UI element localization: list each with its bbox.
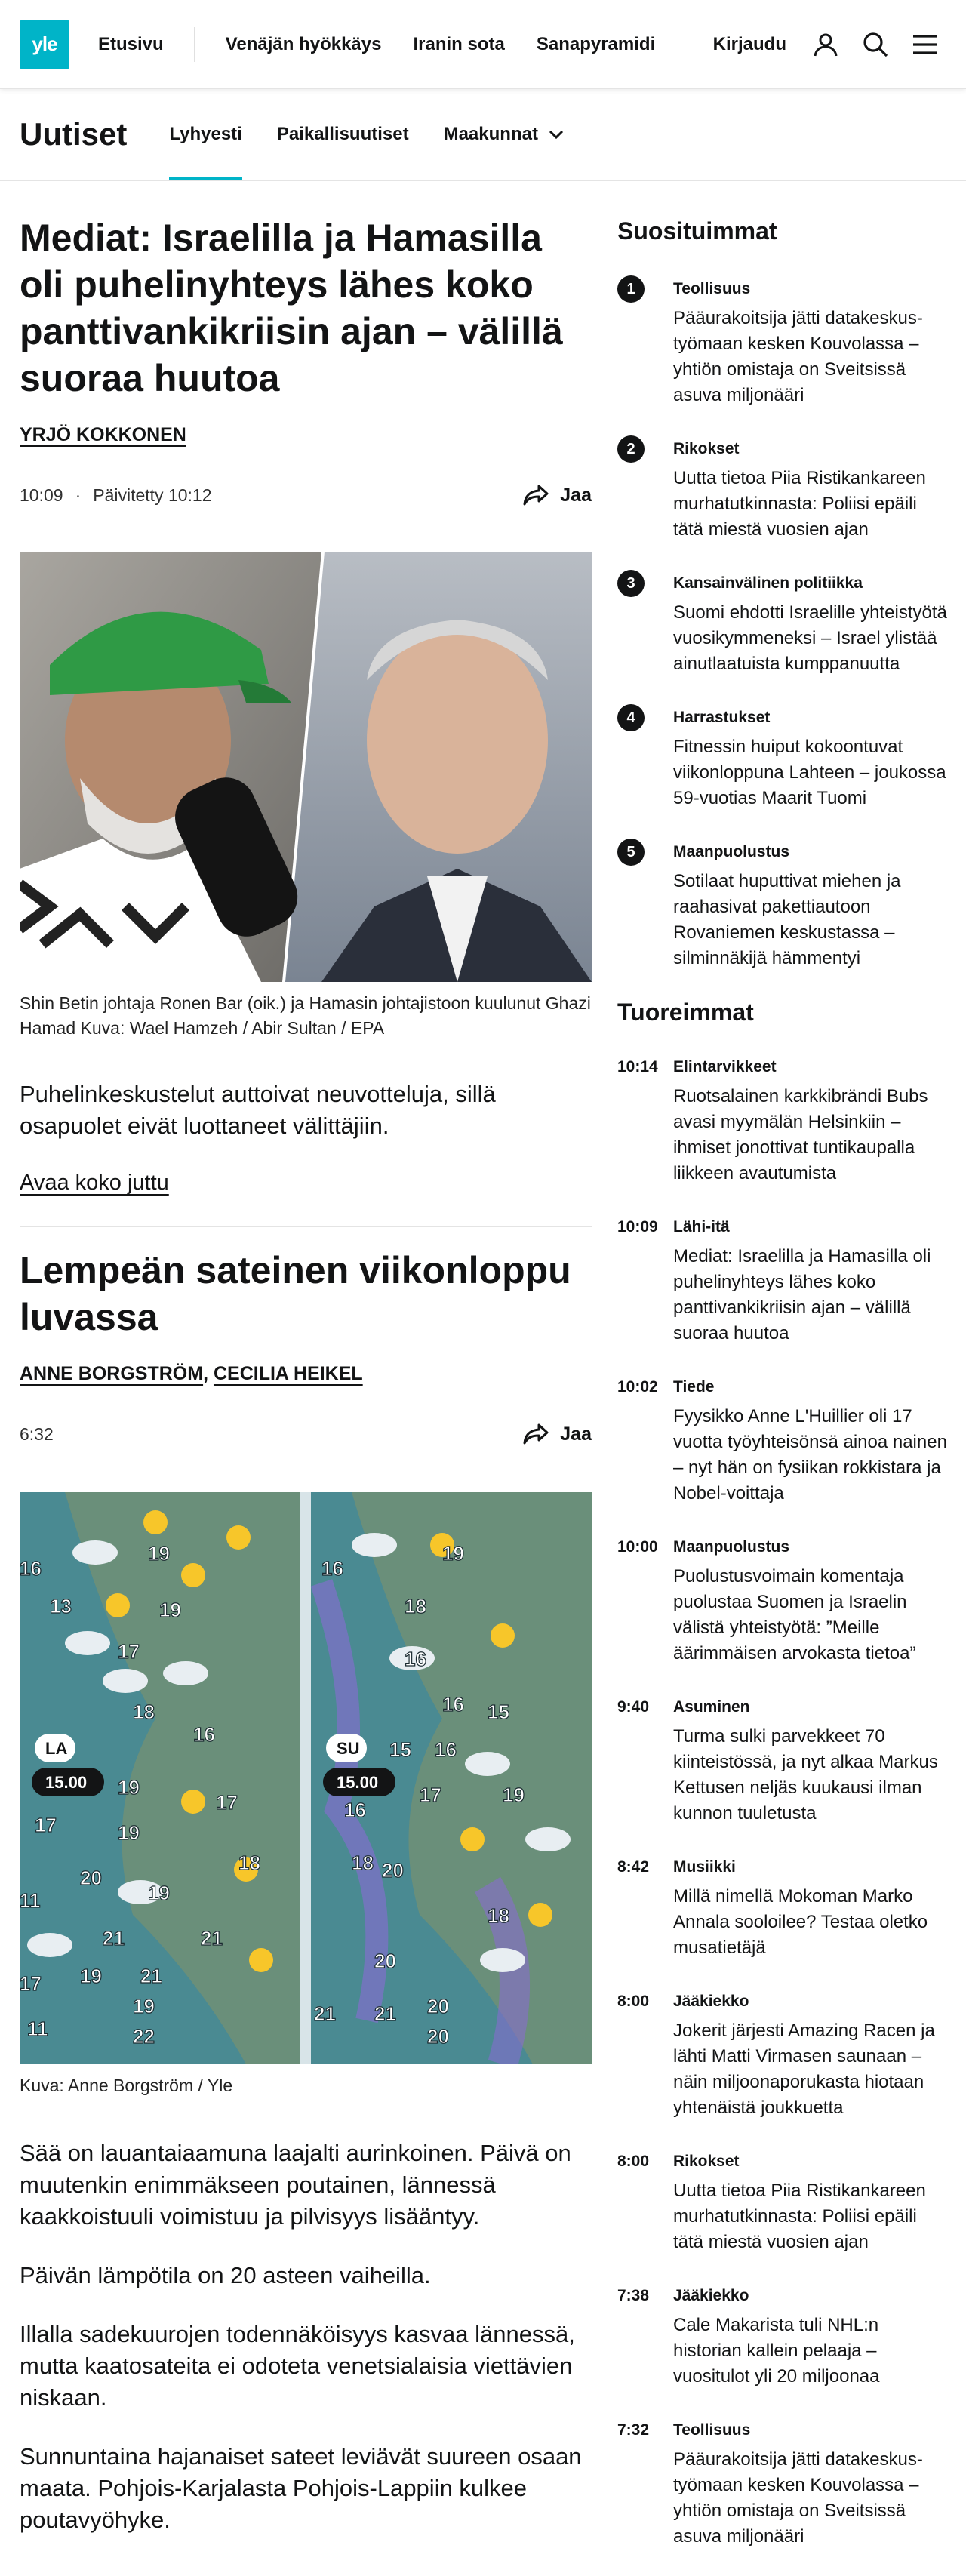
nav-link-sanapyramidi[interactable]: Sanapyramidi	[536, 33, 656, 54]
author-link[interactable]: YRJÖ KOKKONEN	[20, 424, 186, 445]
section-title[interactable]: Uutiset	[20, 116, 128, 152]
svg-text:21: 21	[103, 1927, 125, 1950]
news-feed	[20, 181, 592, 2576]
author-link[interactable]: CECILIA HEIKEL	[213, 1363, 363, 1384]
tab-label: Paikallisuutiset	[276, 124, 409, 144]
category-label: Lähi-itä	[673, 1218, 730, 1236]
item-time: 10:00	[617, 1538, 658, 1556]
latest-item[interactable]	[617, 2282, 949, 2390]
news-card	[20, 214, 592, 1227]
item-time: 10:09	[617, 1218, 658, 1236]
article-paragraph: Illalla sadekuurojen todennäköisyys kasvaa lännessä, mutta kaatosateita ei odoteta venetsialaisia viettävien niskaan.	[20, 2321, 575, 2411]
latest-item[interactable]	[617, 1988, 949, 2121]
category-label: Kansainvälinen politiikka	[673, 574, 863, 592]
headline-link[interactable]: Uutta tietoa Piia Ristikankareen murhatutkinnasta: Poliisi epäili tätä miestä vuosien ajan	[673, 468, 926, 540]
article-meta	[20, 484, 592, 506]
map-day-right: SU	[337, 1739, 360, 1758]
item-time: 10:02	[617, 1378, 658, 1396]
nav-actions	[713, 23, 946, 66]
svg-text:19: 19	[148, 1542, 170, 1565]
article-paragraph: Päivän lämpötila on 20 asteen vaiheilla.	[20, 2262, 431, 2288]
popular-list	[617, 217, 949, 971]
svg-text:17: 17	[420, 1784, 441, 1806]
svg-text:13: 13	[50, 1595, 72, 1617]
menu-icon[interactable]	[904, 23, 946, 66]
svg-text:11: 11	[20, 1889, 41, 1912]
article-title[interactable]: Mediat: Israelilla ja Hamasilla oli puhelinyhteys lähes koko panttivankikriisin ajan – välillä suoraa huutoa	[20, 217, 563, 399]
share-button[interactable]	[522, 484, 592, 506]
headline-link[interactable]: Millä nimellä Mokoman Marko Annala sooloilee? Testaa oletko musatietäjä	[673, 1886, 928, 1958]
article-paragraph: Sää on lauantaiaamuna laajalti aurinkoinen. Päivä on muutenkin enimmäkseen poutainen, lännessä kaakkoistuuli voimistuu ja pilvisyys lisääntyy.	[20, 2140, 571, 2230]
category-label: Teollisuus	[673, 2421, 751, 2439]
rank-badge: 5	[617, 839, 645, 866]
svg-text:20: 20	[382, 1859, 404, 1882]
popular-heading: Suosituimmat	[617, 217, 777, 245]
rank-badge: 2	[617, 435, 645, 463]
item-time: 8:00	[617, 2153, 650, 2170]
headline-link[interactable]: Ruotsalainen karkkibrändi Bubs avasi myymälän Helsinkiin – ihmiset jonottivat tuntikaupalla liikkeen avautumista	[673, 1086, 928, 1183]
item-time: 7:38	[617, 2287, 650, 2304]
svg-text:17: 17	[216, 1791, 238, 1814]
svg-text:18: 18	[133, 1700, 155, 1723]
svg-text:16: 16	[344, 1799, 366, 1821]
latest-item[interactable]	[617, 2417, 949, 2550]
svg-text:16: 16	[20, 1557, 42, 1580]
item-time: 8:42	[617, 1858, 650, 1876]
category-label: Rikokset	[673, 440, 740, 457]
article-image[interactable]	[20, 552, 592, 982]
svg-text:16: 16	[405, 1648, 426, 1670]
category-label: Elintarvikkeet	[673, 1058, 777, 1076]
svg-text:19: 19	[118, 1776, 140, 1799]
nav-divider	[194, 27, 195, 62]
sidebar	[617, 181, 949, 2576]
rank-badge: 1	[617, 275, 645, 303]
item-time: 9:40	[617, 1698, 650, 1716]
svg-text:18: 18	[352, 1851, 374, 1874]
top-navigation	[0, 0, 966, 89]
publish-time: 6:32	[20, 1423, 54, 1444]
share-label: Jaa	[560, 1423, 592, 1445]
divider	[20, 1226, 592, 1227]
svg-text:18: 18	[405, 1595, 426, 1617]
svg-text:18: 18	[488, 1904, 509, 1927]
share-icon	[522, 484, 549, 506]
category-label: Harrastukset	[673, 709, 771, 726]
headline-link[interactable]: Sotilaat huputtivat miehen ja raahasivat pakettiautoon Rovaniemen keskustassa – silminnäkijä hämmentyi	[673, 871, 901, 968]
svg-text:20: 20	[427, 1995, 449, 2017]
svg-text:21: 21	[140, 1965, 162, 1987]
category-label: Teollisuus	[673, 280, 751, 297]
svg-text:17: 17	[20, 1972, 42, 1995]
svg-text:15: 15	[488, 1700, 509, 1723]
svg-text:21: 21	[374, 2002, 396, 2025]
map-time-left: 15.00	[45, 1773, 88, 1792]
popular-item[interactable]	[617, 839, 949, 971]
headline-link[interactable]: Pääurakoitsija jätti datakeskus-työmaan kesken Kouvolassa – yhtiön omistaja on Sveitsissä asuva miljonääri	[673, 2449, 923, 2547]
svg-text:19: 19	[159, 1599, 181, 1621]
svg-text:21: 21	[314, 2002, 336, 2025]
svg-text:15: 15	[389, 1738, 411, 1761]
item-time: 7:32	[617, 2421, 650, 2439]
tab-paikallisuutiset[interactable]	[277, 88, 409, 180]
svg-text:20: 20	[80, 1867, 102, 1889]
category-label: Jääkiekko	[673, 1993, 749, 2010]
tab-maakunnat[interactable]	[444, 88, 564, 180]
article-title[interactable]: Lempeän sateinen viikonloppu luvassa	[20, 1249, 571, 1338]
svg-text:16: 16	[321, 1557, 343, 1580]
nav-link-iranin-sota[interactable]: Iranin sota	[413, 33, 505, 54]
headline-link[interactable]: Fyysikko Anne L'Huillier oli 17 vuotta työyhteisönsä ainoa nainen – nyt hän on fysiikan rokkistara ja Nobel-voittaja	[673, 1406, 947, 1503]
svg-text:16: 16	[442, 1693, 464, 1716]
item-time: 8:00	[617, 1993, 650, 2010]
headline-link[interactable]: Suomi ehdotti Israelille yhteistyötä vuosikymmeneksi – Israel ylistää ainutlaatuista kumppanuutta	[673, 602, 947, 674]
search-icon[interactable]	[854, 23, 897, 66]
latest-list	[617, 999, 949, 2550]
headline-link[interactable]: Cale Makarista tuli NHL:n historian kallein pelaaja – vuositulot yli 20 miljoonaa	[673, 2315, 880, 2387]
article-authors	[20, 1340, 592, 1385]
svg-text:19: 19	[148, 1882, 170, 1904]
category-label: Tiede	[673, 1378, 715, 1396]
user-icon[interactable]	[804, 23, 847, 66]
latest-item[interactable]	[617, 2148, 949, 2255]
popular-item[interactable]	[617, 275, 949, 408]
section-header	[0, 89, 966, 181]
yle-logo[interactable]: yle	[20, 20, 69, 69]
rank-badge: 4	[617, 704, 645, 731]
rank-badge: 3	[617, 570, 645, 597]
svg-text:17: 17	[118, 1640, 140, 1663]
login-link[interactable]: Kirjaudu	[712, 33, 786, 54]
article-lede: Puhelinkeskustelut auttoivat neuvotteluja, sillä osapuolet eivät luottaneet välittäjiin.	[20, 1081, 496, 1139]
share-icon	[522, 1423, 549, 1445]
latest-item[interactable]	[617, 1534, 949, 1667]
nav-link-venajan-hyokkays[interactable]: Venäjän hyökkäys	[225, 33, 382, 54]
latest-item[interactable]	[617, 1694, 949, 1827]
headline-link[interactable]: Uutta tietoa Piia Ristikankareen murhatutkinnasta: Poliisi epäili tätä miestä vuosien ajan	[673, 2181, 926, 2252]
tab-label: Lyhyesti	[169, 124, 242, 144]
svg-text:21: 21	[201, 1927, 223, 1950]
svg-text:16: 16	[435, 1738, 457, 1761]
svg-text:16: 16	[193, 1723, 215, 1746]
headline-link[interactable]: Fitnessin huiput kokoontuvat viikonloppuna Lahteen – joukossa 59-vuotias Maarit Tuomi	[673, 737, 946, 808]
headline-link[interactable]: Jokerit järjesti Amazing Racen ja lähti Matti Virmasen saunaan – näin miljoonaporukasta hiotaan yhtenäistä joukkuetta	[673, 2020, 935, 2118]
category-label: Maanpuolustus	[673, 843, 790, 860]
updated-time: Päivitetty 10:12	[93, 485, 212, 505]
headline-link[interactable]: Puolustusvoimain komentaja puolustaa Suomen ja Israelin välistä yhteistyötä: ”Meille äärimmäisen arvokasta tietoa”	[673, 1566, 916, 1663]
popular-item[interactable]	[617, 704, 949, 811]
article-meta	[20, 1423, 592, 1445]
image-caption: Kuva: Anne Borgström / Yle	[20, 2076, 233, 2095]
svg-text:20: 20	[427, 2025, 449, 2048]
headline-link[interactable]: Turma sulki parvekkeet 70 kiinteistössä, ja nyt alkaa Markus Kettusen neljäs kuukausi ilman kunnon tuuletusta	[673, 1726, 938, 1824]
page-content	[0, 181, 966, 2576]
author-separator: ,	[203, 1363, 214, 1384]
svg-text:18: 18	[238, 1851, 260, 1874]
map-time-right: 15.00	[337, 1773, 379, 1792]
latest-item[interactable]	[617, 1854, 949, 1961]
svg-text:19: 19	[118, 1821, 140, 1844]
article-paragraph: Sunnuntaina hajanaiset sateet leviävät suureen osaan maata. Pohjois-Karjalasta Pohjois-Lappiin kulkee poutavyöhyke.	[20, 2443, 582, 2533]
svg-text:19: 19	[80, 1965, 102, 1987]
main-nav	[98, 27, 687, 62]
svg-text:20: 20	[374, 1950, 396, 1972]
publish-time: 10:09	[20, 485, 63, 505]
weather-map-image[interactable]	[20, 1492, 592, 2064]
share-button[interactable]	[522, 1423, 592, 1445]
svg-text:19: 19	[503, 1784, 525, 1806]
svg-text:11: 11	[27, 2017, 48, 2040]
svg-text:22: 22	[133, 2025, 155, 2048]
latest-item[interactable]	[617, 1214, 949, 1346]
latest-item[interactable]	[617, 1054, 949, 1186]
svg-text:19: 19	[133, 1995, 155, 2017]
share-label: Jaa	[560, 484, 592, 506]
popular-item[interactable]	[617, 435, 949, 543]
headline-link[interactable]: Pääurakoitsija jätti datakeskus-työmaan kesken Kouvolassa – yhtiön omistaja on Sveitsissä asuva miljonääri	[673, 308, 923, 405]
image-caption: Shin Betin johtaja Ronen Bar (oik.) ja Hamasin johtajistoon kuulunut Ghazi Hamad Kuva: Wael Hamzeh / Abir Sultan / EPA	[20, 993, 591, 1038]
tab-label: Maakunnat	[443, 124, 538, 144]
svg-text:19: 19	[442, 1542, 464, 1565]
tab-lyhyesti[interactable]	[169, 88, 242, 180]
category-label: Musiikki	[673, 1858, 736, 1876]
category-label: Rikokset	[673, 2153, 740, 2170]
author-link[interactable]: ANNE BORGSTRÖM	[20, 1363, 204, 1384]
nav-link-etusivu[interactable]: Etusivu	[98, 33, 164, 54]
svg-text:17: 17	[35, 1814, 57, 1836]
category-label: Asuminen	[673, 1698, 750, 1716]
news-card	[20, 1247, 592, 2536]
item-time: 10:14	[617, 1058, 658, 1076]
read-more-link[interactable]: Avaa koko juttu	[20, 1171, 169, 1195]
meta-separator: ·	[75, 485, 82, 505]
category-label: Jääkiekko	[673, 2287, 749, 2304]
category-label: Maanpuolustus	[673, 1538, 790, 1556]
popular-item[interactable]	[617, 570, 949, 677]
latest-heading: Tuoreimmat	[617, 999, 754, 1026]
headline-link[interactable]: Mediat: Israelilla ja Hamasilla oli puhelinyhteys lähes koko panttivankikriisin ajan – välillä suoraa huutoa	[673, 1246, 931, 1343]
map-day-left: LA	[45, 1739, 68, 1758]
chevron-down-icon	[549, 129, 564, 140]
latest-item[interactable]	[617, 1374, 949, 1507]
